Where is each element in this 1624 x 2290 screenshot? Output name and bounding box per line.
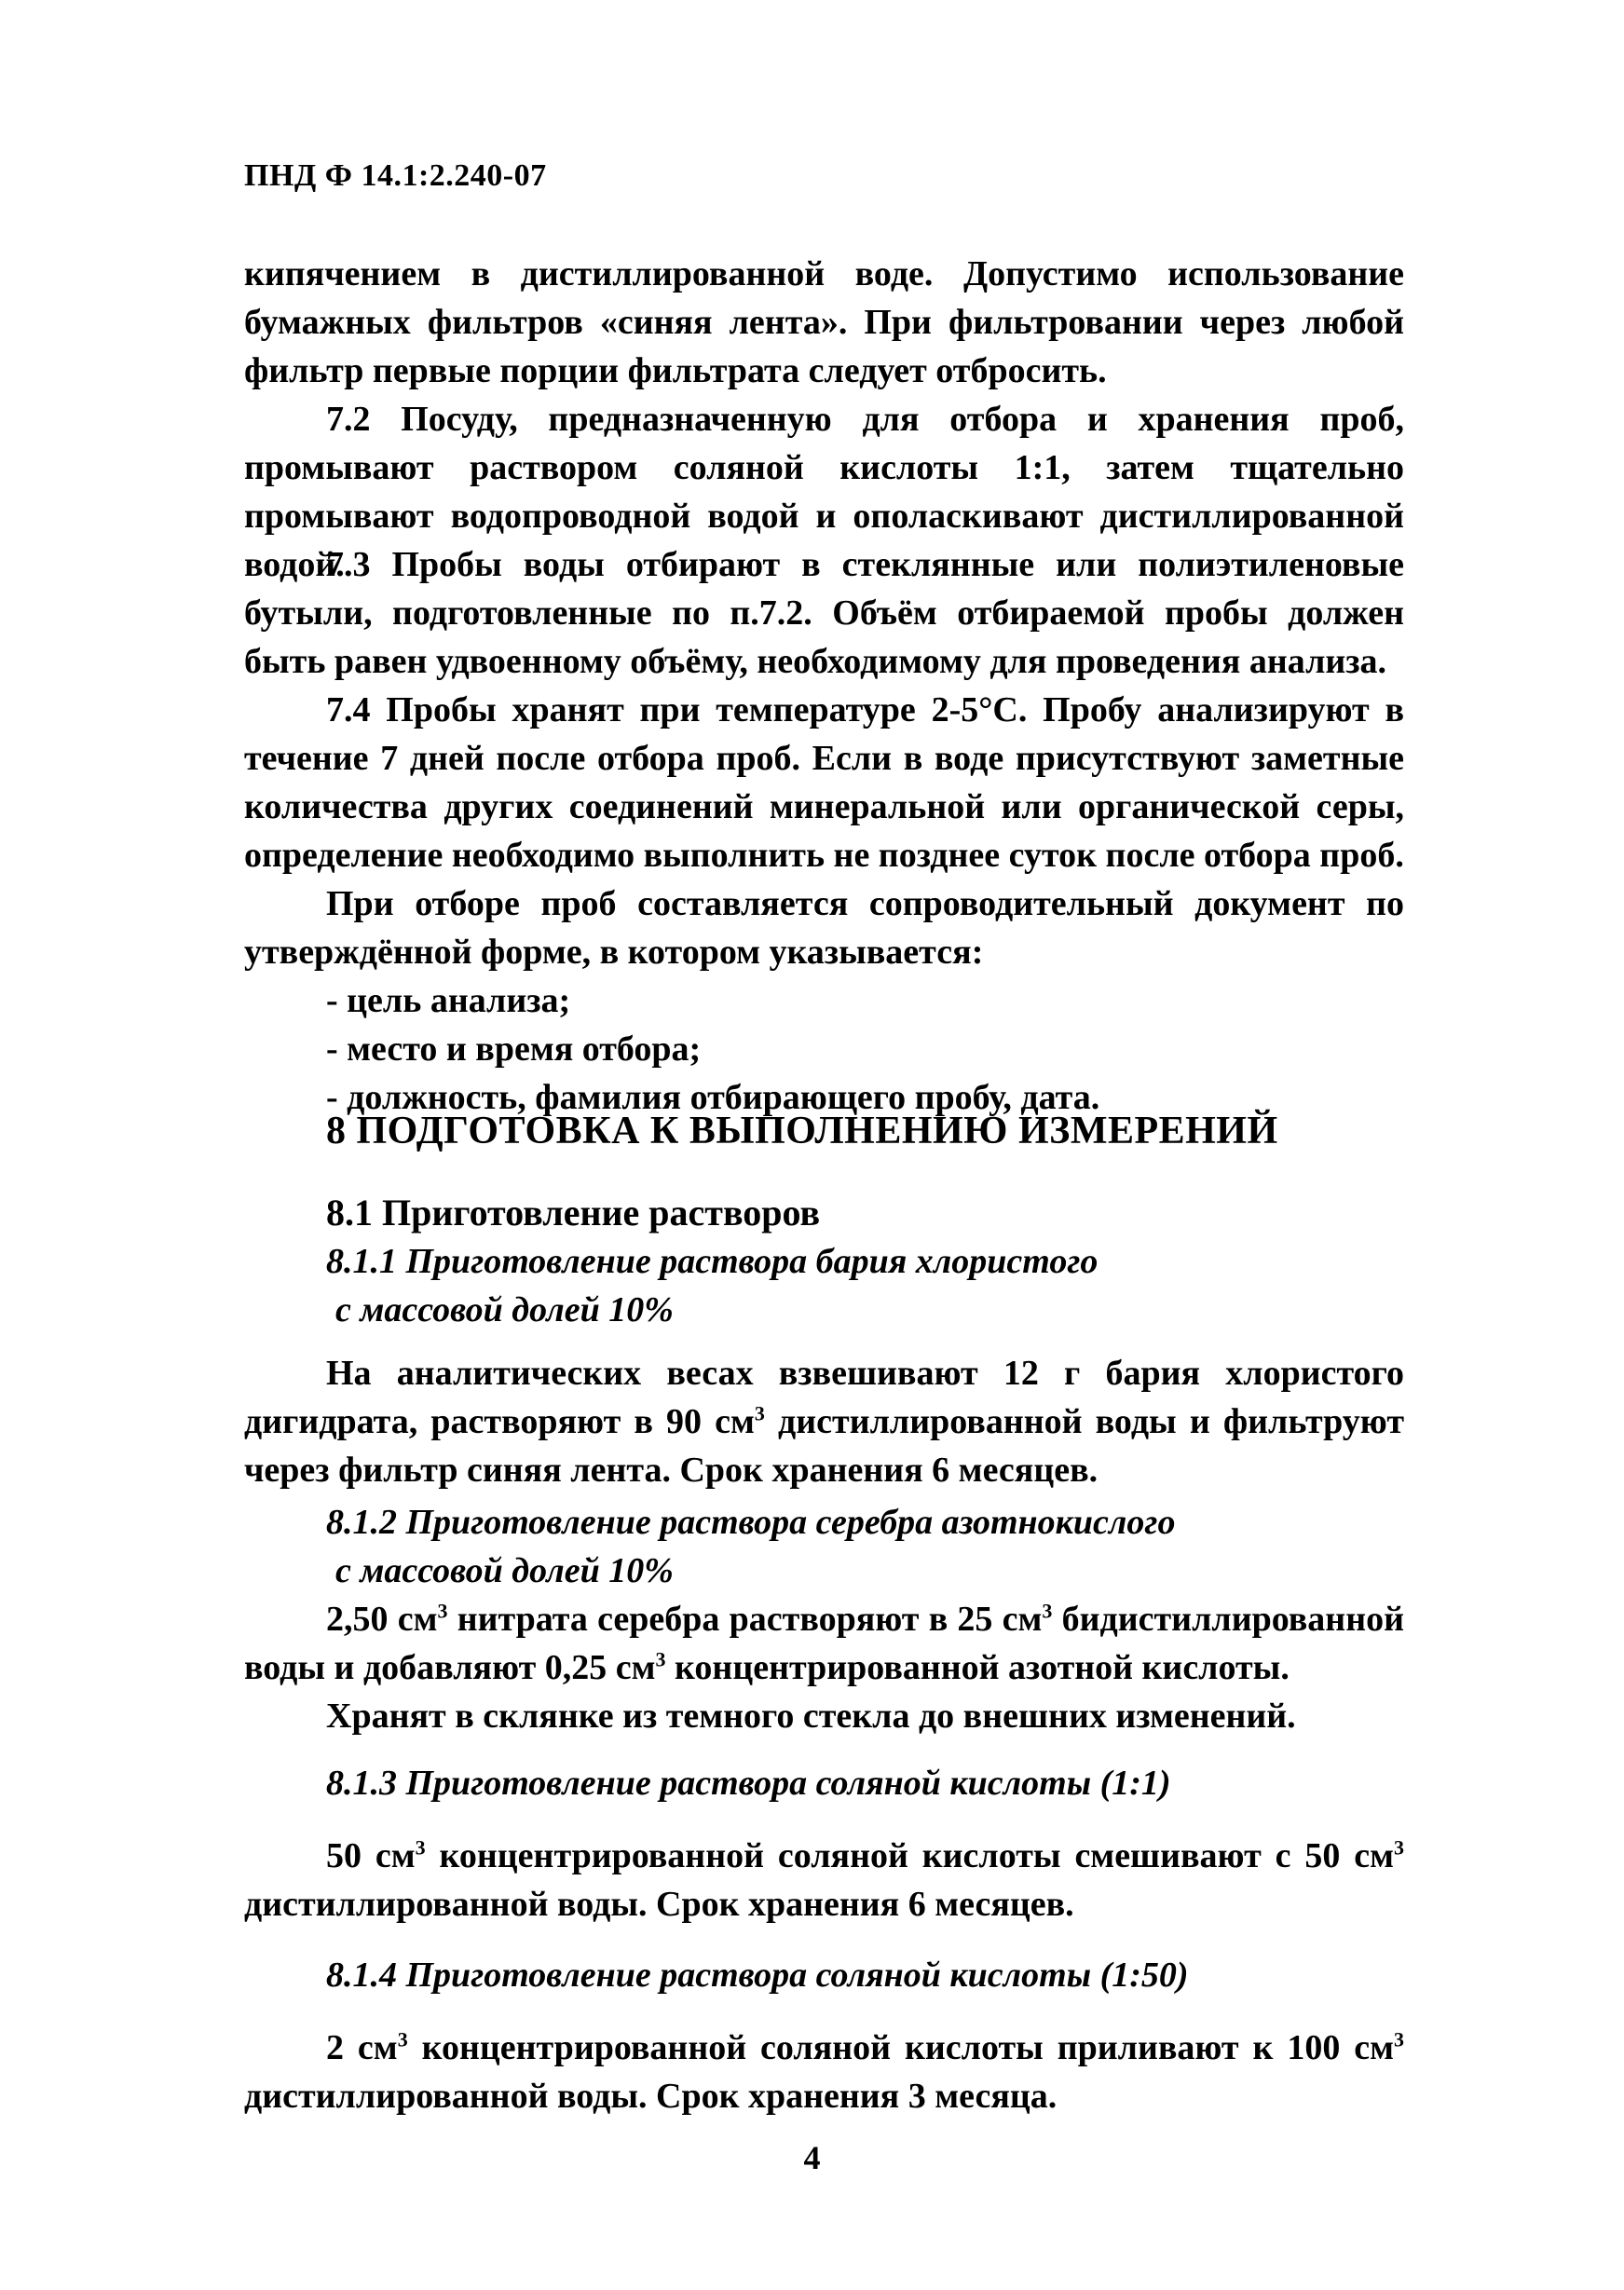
accompanying-document-list — [326, 976, 1099, 1122]
list-item: - цель анализа; — [326, 981, 571, 1020]
paragraph-text: Хранят в склянке из темного стекла до внешних изменений. — [326, 1697, 1296, 1736]
paragraph-text — [244, 1595, 1404, 1692]
superscript: 3 — [397, 2027, 408, 2051]
heading-line: 8.1.2 Приготовление раствора серебра азотнокислого — [326, 1503, 1176, 1542]
paragraph-8-1-2 — [244, 1595, 1404, 1740]
paragraph-7-4 — [244, 686, 1404, 879]
text-run: 2,50 см — [326, 1600, 438, 1639]
document-code-header: ПНД Ф 14.1:2.240-07 — [244, 158, 547, 193]
superscript: 3 — [437, 1599, 448, 1623]
text-run: бидистиллированной воды и добавляют 0,25 см — [244, 1600, 1404, 1687]
superscript: 3 — [754, 1401, 765, 1425]
paragraph-text: кипячением в дистиллированной воде. Допустимо использование бумажных фильтров «синяя лента». При фильтровании через любой фильтр первые порции фильтрата следует отбросить. — [244, 254, 1404, 390]
paragraph-7-3 — [244, 540, 1404, 686]
subsection-8-1-heading: 8.1 Приготовление растворов — [326, 1192, 821, 1234]
paragraph-8-1-1 — [244, 1349, 1404, 1494]
heading-line: 8.1.1 Приготовление раствора бария хлористого — [326, 1242, 1099, 1281]
text-run: концентрированной соляной кислоты приливают к 100 см — [407, 2028, 1395, 2067]
text-run: концентрированной азотной кислоты. — [665, 1648, 1290, 1687]
paragraph-text: 7.3 Пробы воды отбирают в стеклянные или полиэтиленовые бутыли, подготовленные по п.7.2. Объём отбираемой пробы должен быть равен удвоенному объёму, необходимому для проведения анализа. — [244, 545, 1404, 681]
text-run: нитрата серебра растворяют в 25 см — [447, 1600, 1043, 1639]
subsection-8-1-2-heading — [326, 1498, 1175, 1595]
heading-line: 8.1.3 Приготовление раствора соляной кислоты (1:1) — [326, 1764, 1171, 1803]
list-item: - место и время отбора; — [326, 1029, 702, 1069]
superscript: 3 — [655, 1647, 666, 1671]
page-number: 4 — [803, 2139, 821, 2176]
list-item: - должность, фамилия отбирающего пробу, дата. — [326, 1078, 1100, 1117]
text-run: На аналитических весах взвешивают 12 г бария хлористого дигидрата, растворяют в 90 см — [244, 1354, 1404, 1441]
paragraph-text: 7.4 Пробы хранят при температуре 2-5°С. Пробу анализируют в течение 7 дней после отбора проб. Если в воде присутствуют заметные количества других соединений минеральной или органической серы, определение необходимо выполнить не позднее суток после отбора проб. — [244, 690, 1404, 875]
superscript: 3 — [1042, 1599, 1053, 1623]
paragraph-text — [244, 1349, 1404, 1494]
paragraph-text: 7.2 Посуду, предназначенную для отбора и хранения проб, промывают раствором соляной кислоты 1:1, затем тщательно промывают водопроводной водой и ополаскивают дистиллированной водой. — [244, 400, 1404, 584]
text-run: дистиллированной воды. Срок хранения 6 месяцев. — [244, 1885, 1074, 1924]
paragraph-text: При отборе проб составляется сопроводительный документ по утверждённой форме, в котором указывается: — [244, 884, 1404, 972]
text-run: дистиллированной воды. Срок хранения 3 месяца. — [244, 2077, 1058, 2116]
heading-line: с массовой долей 10% — [335, 1290, 674, 1329]
text-run: 2 см — [326, 2028, 398, 2067]
superscript: 3 — [1394, 2027, 1405, 2051]
text-run: концентрированной соляной кислоты смешивают с 50 см — [425, 1836, 1394, 1875]
text-run: дистиллированной воды и фильтруют через фильтр синяя лента. Срок хранения 6 месяцев. — [244, 1402, 1404, 1490]
subsection-8-1-3-heading — [326, 1759, 1171, 1807]
heading-line: 8.1.4 Приготовление раствора соляной кислоты (1:50) — [326, 1956, 1189, 1995]
paragraph-8-1-3 — [244, 1832, 1404, 1929]
paragraph-continuation — [244, 250, 1404, 395]
text-run: 50 см — [326, 1836, 416, 1875]
heading-line: с массовой долей 10% — [335, 1551, 674, 1590]
paragraph-text — [244, 2024, 1404, 2120]
paragraph-8-1-4 — [244, 2024, 1404, 2120]
paragraph-text — [244, 1832, 1404, 1929]
subsection-8-1-4-heading — [326, 1951, 1189, 1999]
paragraph-accompanying-document — [244, 879, 1404, 976]
subsection-8-1-1-heading — [326, 1237, 1098, 1334]
superscript: 3 — [415, 1835, 426, 1860]
section-8-heading: 8 ПОДГОТОВКА К ВЫПОЛНЕНИЮ ИЗМЕРЕНИЙ — [326, 1110, 1278, 1152]
superscript: 3 — [1394, 1835, 1404, 1860]
